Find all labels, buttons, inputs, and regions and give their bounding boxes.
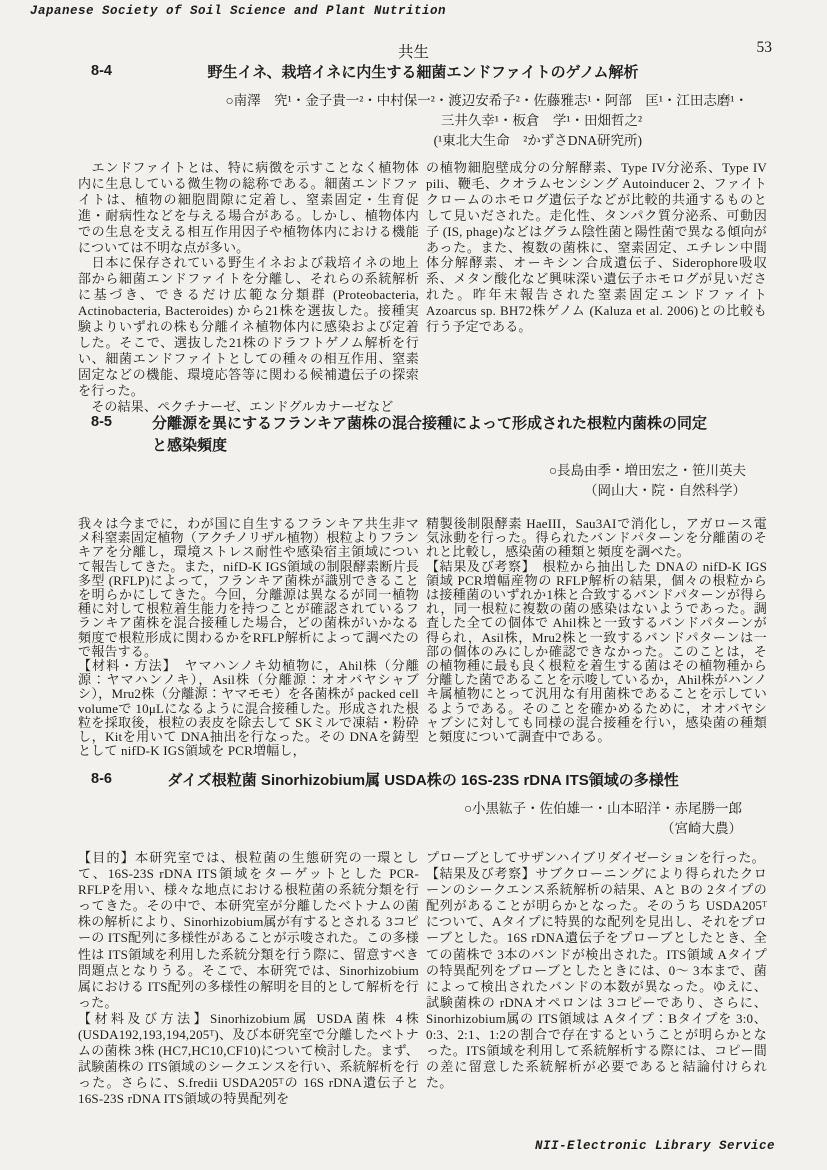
abstract-8-6: [78, 770, 768, 1108]
abstract-paragraph: 【材料・方法】 ヤマハンノキ幼植物に，Ahil株（分離源：ヤマハンノキ），Asil株（分離源：オオバヤシャブシ），Mru2株（分離源：ヤマモモ）を各菌株が packed cell volumeで 10μLになるように混合接種した。形成された根粒を採取後，根粒の表皮を除去して SKミルで凍結・粉砕し，Kitを用いて DNA抽出を行なった。その DNAを鋳型として nifD-K IGS領域を PCR増幅し，: [78, 658, 419, 759]
authors-block: [78, 91, 768, 151]
section-title: 分離源を異にするフランキア菌株の混合接種によって形成された根粒内菌株の同定と感染頻度: [152, 415, 708, 454]
abstract-paragraph: 日本に保存されている野生イネおよび栽培イネの地上部から細菌エンドファイトを分離し、それらの系統解析に基づき、できるだけ広範な分類群 (Proteobacteria, Actinobacteria, Bacteroides) から21株を選抜した。接種実験よりいずれの株も分離イネ植物体内に感染および定着した。そこで、選抜した21株のドラフトゲノム解析を行い、細菌エンドファイトとしての種々の相互作用、窒素固定などの機能、環境応答等に関わる候補遺伝子の探索を行った。: [78, 255, 419, 398]
authors-line: ○長島由季・増田宏之・笹川英夫: [548, 463, 746, 478]
affiliation-line: （岡山大・院・自然科学）: [584, 483, 746, 498]
abstract-paragraph: 【目的】本研究室では、根粒菌の生態研究の一環として、16S-23S rDNA ITS領域をターゲットとした PCR-RFLPを用い、様々な地点における根粒菌の系統分類を行ってきた。その中で、本研究室が分離したベトナムの菌株の解析により、Sinorhizobium属が有するとされる 3コピーの ITS配列に多様性があることが示唆された。この多様性は ITS領域を利用した系統分類を行う際に、留意すべき問題点となりうる。そこで、本研究では、Sinorhizobium属における ITS配列の多様性の解明を目的として解析を行った。: [78, 850, 419, 1010]
journal-header: Japanese Society of Soil Science and Plant Nutrition: [30, 4, 447, 18]
affiliation-line: (¹東北大生命 ²かずさDNA研究所): [433, 133, 642, 148]
abstract-paragraph: プローブとしてサザンハイブリダイゼーションを行った。: [426, 850, 765, 865]
abstract-8-4-heading: [78, 62, 768, 84]
abstract-8-5-heading: [78, 413, 768, 457]
abstract-paragraph: 精製後制限酵素 HaeIII，Sau3AIで消化し，アガロース電気泳動を行った。得られたバンドパターンを分離菌のそれと比較し，感染菌の種類と頻度を調べた。: [426, 516, 767, 560]
abstract-body: [78, 850, 768, 1108]
abstract-paragraph: その結果、ペクチナーゼ、エンドグルカナーゼなど: [78, 398, 394, 414]
column-left: [78, 517, 419, 758]
section-number: 8-4: [91, 63, 112, 79]
authors-line: ○小黒紘子・佐伯雄一・山本昭洋・赤尾勝一郎: [463, 801, 742, 816]
session-title: 共生: [397, 44, 429, 61]
footer-text: NII-Electronic Library Service: [534, 1139, 775, 1153]
affiliation-line: （宮崎大農）: [661, 821, 742, 836]
section-title: 野生イネ、栽培イネに内生する細菌エンドファイトのゲノム解析: [207, 64, 639, 81]
section-number: 8-6: [91, 771, 112, 787]
page-number: 53: [756, 39, 772, 56]
abstract-8-4: [78, 62, 768, 415]
abstract-paragraph: エンドファイトとは、特に病徴を示すことなく植物体内に生息している微生物の総称である。細菌エンドファイトは、植物の細胞間隙に定着し、窒素固定・生育促進・耐病性などを与える場合がある。しかし、植物体内での生息を支える相互作用因子や植物体内における機能については不明な点が多い。: [78, 160, 419, 255]
authors-line: ○南澤 究¹・金子貴一²・中村保一²・渡辺安希子²・佐藤雅志¹・阿部 匡¹・江田志磨¹・: [225, 93, 748, 108]
abstract-paragraph: 【結果及び考察】サブクローニングにより得られたクローンのシークエンス系統解析の結果、Aと Bの 2タイプの配列があることが明らかとなった。そのうち USDA205ᵀについて、Aタイプに特異的な配列を見出し、それをプローブとした。16S rDNA遺伝子をプローブとしたとき、全ての菌株で 3本のバンドが検出された。ITS領域 Aタイプの特異配列をプローブとしたときには、0〜 3本まで、菌によって検出されたバンドの本数が異なった。ゆえに、試験菌株の rDNAオペロンは 3コピーであり、さらに、Sinorhizobium属の ITS領域は Aタイプ：Bタイプを 3:0、0:3、2:1、1:2の割合で存在するということが明らかとなった。ITS領域を利用して系統解析する際には、コピー間の差に留意した系統解析が必要であると結論付けられた。: [426, 866, 767, 1091]
column-right: [426, 160, 767, 415]
abstract-paragraph: 我々は今までに，わが国に自生するフランキア共生非マメ科窒素固定植物（アクチノリザル植物）根粒よりフランキアを分離し，環境ストレス耐性や感染宿主領域について報告してきた。また，nifD-K IGS領域の制限酵素断片長多型 (RFLP)によって，フランキア菌株が識別できることを明らかにしてきた。今回，分離源は異なるが同一植物種に対して根粒着生能力を持つことが確認されているフランキア菌株を混合接種した場合，どの菌株がいかなる頻度で根粒形成に関わるかをRFLP解析によって調べたので報告する。: [78, 516, 419, 659]
abstract-8-6-heading: [78, 770, 768, 792]
column-left: [78, 160, 419, 415]
authors-block: [78, 799, 768, 839]
abstract-8-5: [78, 413, 768, 758]
column-left: [78, 850, 419, 1108]
section-number: 8-5: [91, 414, 112, 430]
abstract-paragraph: の植物細胞壁成分の分解酵素、Type IV分泌系、Type IV pili、鞭毛、クオラムセンシング Autoinducer 2、ファイトクロームのホモログ遺伝子などが比較的共通するものとして見いだされた。走化性、タンパク質分泌系、可動因子 (IS, phage)などはグラム陰性菌と陽性菌で異なる傾向があった。また、複数の菌株に、窒素固定、エチレン中間体分解酵素、オーキシン合成遺伝子、Siderophore吸収系、メタン酸化など興味深い遺伝子ホモログが見いだされた。昨年末報告された窒素固定エンドファイト Azoarcus sp. BH72株ゲノム (Kaluza et al. 2006)との比較も行う予定である。: [426, 160, 767, 335]
section-title: ダイズ根粒菌 Sinorhizobium属 USDA株の 16S-23S rDNA ITS領域の多様性: [167, 772, 679, 789]
abstract-body: [78, 160, 768, 415]
abstract-paragraph: 【結果及び考察】 根粒から抽出した DNAの nifD-K IGS領域 PCR増幅産物の RFLP解析の結果，個々の根粒からは接種菌のいずれか1株と合致するバンドパターンが得られ，同一根粒に複数の菌の感染はないようであった。調査した全ての個体で Ahil株と一致するバンドパターンが得られ，Asil株，Mru2株と一致するバンドパターンは一部の個体のみにしか確認できなかった。このことは，その植物種に最も良く根粒を着生する菌はその植物種から分離した菌であることを示唆しているか，Ahil株がハンノキ属植物にとって汎用な有用菌株であることを示しているようである。そのことを確かめるために，オオバヤシャブシに対しても同様の混合接種を行い，感染菌の種類と頻度について調査中である。: [426, 558, 767, 745]
authors-block: [78, 461, 768, 501]
authors-line: 三井久幸¹・板倉 学¹・田畑哲之²: [440, 113, 642, 128]
column-right: [426, 850, 767, 1108]
column-right: [426, 517, 767, 758]
abstract-paragraph: 【材料及び方法】Sinorhizobium属 USDA菌株 4株 (USDA192,193,194,205ᵀ)、及び本研究室で分離したベトナムの菌株 3株 (HC7,HC10,CF10)について検討した。まず、試験菌株の ITS領域のシークエンスを行い、系統解析を行った。さらに、S.fredii USDA205ᵀの 16S rDNA遺伝子と 16S-23S rDNA ITS領域の特異配列を: [78, 1010, 419, 1107]
abstract-body: [78, 517, 768, 758]
